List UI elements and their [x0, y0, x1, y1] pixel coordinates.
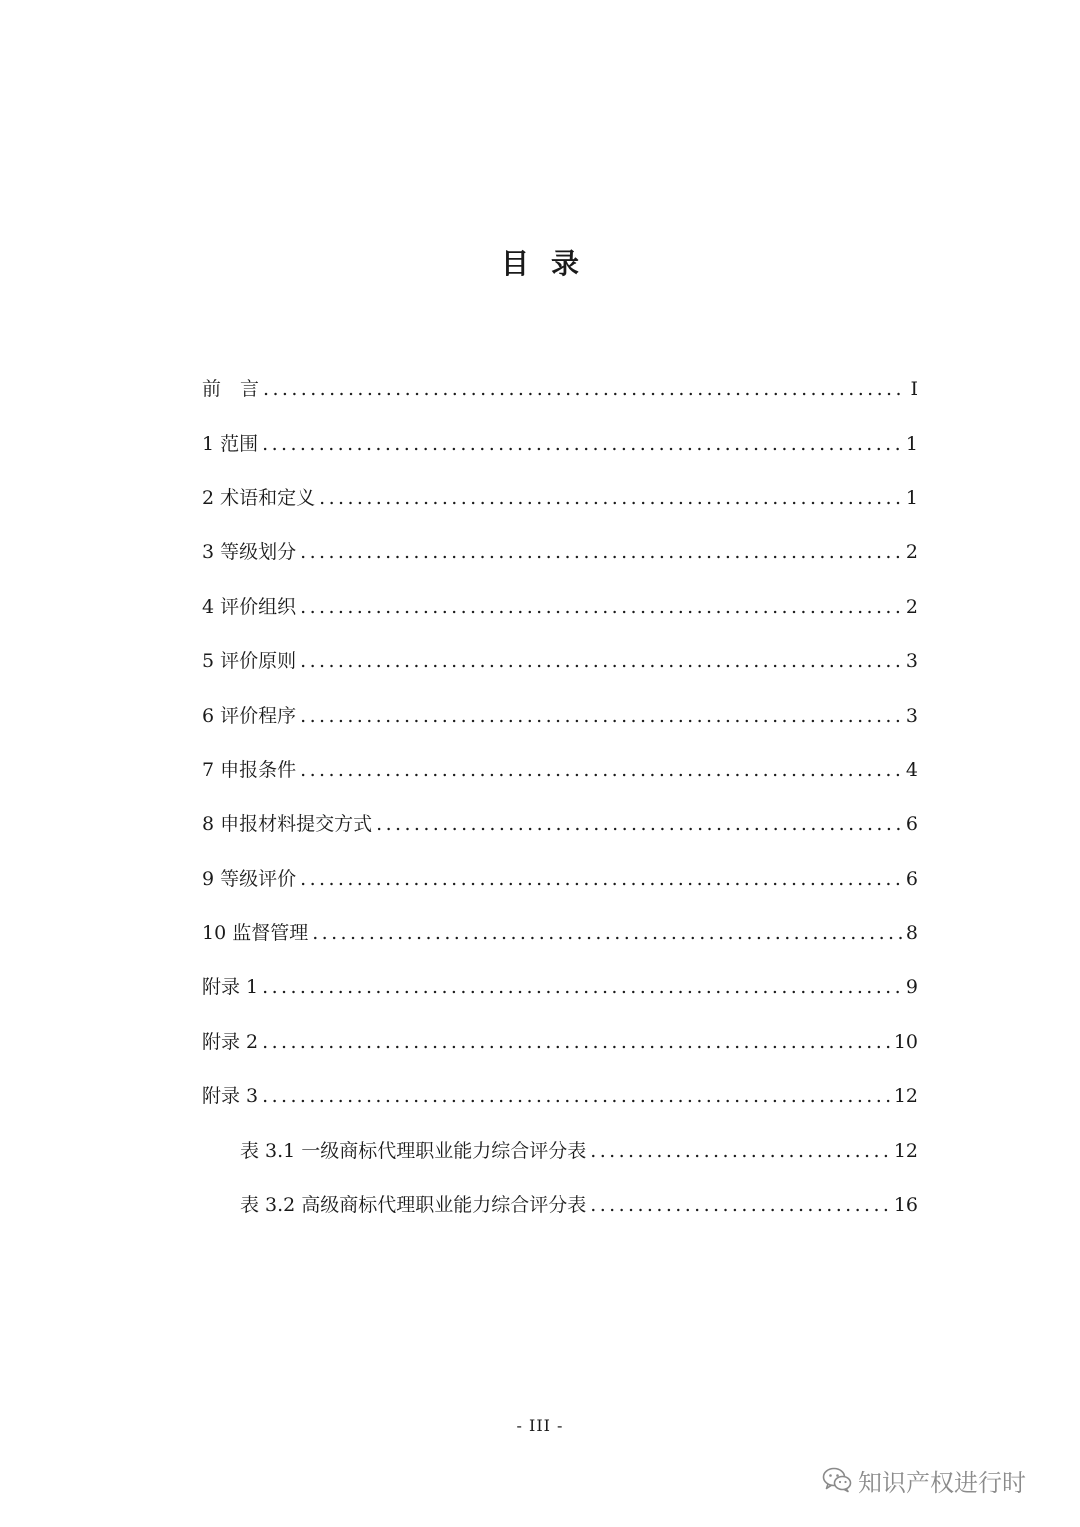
toc-leader-dots: [262, 1030, 890, 1054]
toc-entry-4[interactable]: [202, 580, 918, 634]
toc-entry-10[interactable]: [202, 906, 918, 960]
toc-page-number: 3: [905, 704, 918, 727]
toc-entry-appendix-3[interactable]: [202, 1069, 918, 1123]
toc-label: 前 言: [202, 378, 260, 401]
wechat-icon: [822, 1467, 852, 1493]
toc-page-number: 1: [905, 432, 918, 455]
toc-label: 1 范围: [202, 432, 259, 455]
toc-entry-appendix-2[interactable]: [202, 1015, 918, 1069]
toc-entry-8[interactable]: [202, 797, 918, 851]
toc-page-number: 3: [905, 650, 918, 673]
toc-leader-dots: [300, 704, 902, 728]
toc-leader-dots: [263, 377, 906, 401]
toc-entry-2[interactable]: [202, 471, 918, 525]
toc-entry-9[interactable]: [202, 852, 918, 906]
toc-label: 8 申报材料提交方式: [202, 813, 373, 836]
toc-entry-appendix-1[interactable]: [202, 960, 918, 1014]
footer-page-number: - III -: [516, 1416, 564, 1435]
toc-page-number: 2: [905, 541, 918, 564]
toc-entry-1[interactable]: [202, 416, 918, 470]
table-of-contents: [202, 362, 918, 1232]
toc-page-number: 4: [905, 758, 918, 781]
toc-leader-dots: [590, 1193, 890, 1217]
toc-label: 6 评价程序: [202, 704, 297, 727]
toc-entry-preface[interactable]: [202, 362, 918, 416]
toc-entry-6[interactable]: [202, 688, 918, 742]
toc-leader-dots: [300, 649, 902, 673]
toc-label: 附录 3: [202, 1085, 259, 1108]
toc-label: 5 评价原则: [202, 650, 297, 673]
toc-page-number: 12: [893, 1085, 918, 1108]
toc-leader-dots: [300, 540, 902, 564]
toc-label: 2 术语和定义: [202, 486, 316, 509]
toc-entry-5[interactable]: [202, 634, 918, 688]
toc-page-number: 6: [905, 813, 918, 836]
toc-entry-table-3-2[interactable]: [202, 1178, 918, 1232]
page-title: 目录: [500, 247, 601, 280]
toc-page-number: 6: [905, 867, 918, 890]
toc-leader-dots: [312, 921, 902, 945]
toc-page-number: 9: [905, 976, 918, 999]
toc-label: 7 申报条件: [202, 758, 297, 781]
toc-page-number: I: [910, 378, 918, 401]
toc-leader-dots: [376, 812, 902, 836]
toc-leader-dots: [319, 486, 902, 510]
toc-leader-dots: [262, 975, 902, 999]
toc-label: 4 评价组织: [202, 595, 297, 618]
toc-label: 3 等级划分: [202, 541, 297, 564]
toc-label: 附录 2: [202, 1030, 259, 1053]
toc-page-number: 10: [893, 1030, 918, 1053]
toc-entry-7[interactable]: [202, 743, 918, 797]
toc-entry-table-3-1[interactable]: [202, 1123, 918, 1177]
toc-label: 附录 1: [202, 976, 259, 999]
toc-page-number: 2: [905, 595, 918, 618]
toc-page-number: 1: [905, 486, 918, 509]
toc-leader-dots: [590, 1139, 890, 1163]
toc-label: 9 等级评价: [202, 867, 297, 890]
toc-label: 表 3.1 一级商标代理职业能力综合评分表: [240, 1139, 587, 1162]
toc-leader-dots: [300, 595, 902, 619]
toc-label: 10 监督管理: [202, 922, 309, 945]
toc-label: 表 3.2 高级商标代理职业能力综合评分表: [240, 1194, 587, 1217]
toc-page-number: 16: [893, 1194, 918, 1217]
toc-leader-dots: [262, 432, 902, 456]
toc-page-number: 8: [905, 922, 918, 945]
watermark-text: 知识产权进行时: [858, 1468, 1026, 1497]
toc-leader-dots: [300, 867, 902, 891]
watermark: [822, 1460, 1026, 1500]
toc-entry-3[interactable]: [202, 525, 918, 579]
toc-leader-dots: [300, 758, 902, 782]
toc-leader-dots: [262, 1084, 890, 1108]
toc-page-number: 12: [893, 1139, 918, 1162]
